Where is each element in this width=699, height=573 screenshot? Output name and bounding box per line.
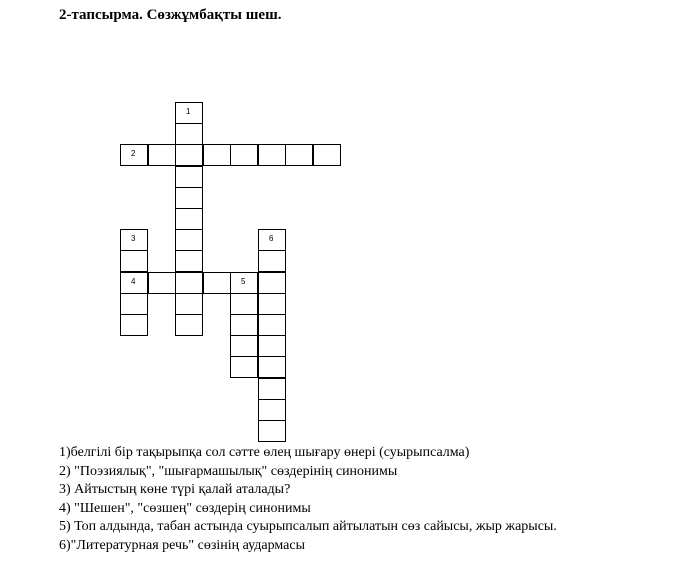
crossword-cell bbox=[258, 335, 286, 357]
crossword-cell bbox=[230, 272, 258, 294]
cell-number-3: 3 bbox=[131, 234, 136, 243]
crossword-cell bbox=[258, 250, 286, 272]
crossword-cell bbox=[175, 123, 203, 145]
crossword-cell bbox=[175, 293, 203, 315]
crossword-cell bbox=[120, 250, 148, 272]
crossword-cell bbox=[148, 272, 176, 294]
clue-3: 3) Айтыстың көне түрі қалай аталады? bbox=[59, 482, 291, 498]
clue-4: 4) "Шешен", "сөзшең" сөздерің синонимы bbox=[59, 500, 311, 516]
crossword-cell bbox=[175, 250, 203, 272]
clue-2: 2) "Поэзиялық", "шығармашылық" сөздерінің синонимы bbox=[59, 463, 398, 479]
crossword-cell bbox=[313, 144, 341, 166]
cell-number-4: 4 bbox=[131, 277, 136, 286]
crossword-cell bbox=[120, 229, 148, 251]
crossword-cell bbox=[120, 314, 148, 336]
crossword-cell bbox=[175, 272, 203, 294]
page-title: 2-тапсырма. Сөзжұмбақты шеш. bbox=[59, 7, 282, 23]
clue-1: 1)белгілі бір тақырыпқа сол сәтте өлең шығару өнері (суырыпсалма) bbox=[59, 445, 470, 460]
crossword-cell bbox=[258, 272, 286, 294]
cell-number-1: 1 bbox=[186, 107, 191, 116]
crossword-cell bbox=[175, 144, 203, 166]
crossword-cell bbox=[258, 229, 286, 251]
crossword-cell bbox=[230, 356, 258, 378]
cell-number-2: 2 bbox=[131, 149, 136, 158]
crossword-cell bbox=[258, 420, 286, 442]
crossword-cell bbox=[258, 293, 286, 315]
crossword-cell bbox=[120, 293, 148, 315]
crossword-cell bbox=[258, 399, 286, 421]
crossword-cell bbox=[175, 166, 203, 188]
crossword-cell bbox=[175, 187, 203, 209]
clue-list bbox=[59, 444, 557, 556]
crossword-cell bbox=[175, 208, 203, 230]
crossword-cell bbox=[203, 272, 231, 294]
crossword-cell bbox=[230, 314, 258, 336]
crossword-cell bbox=[175, 102, 203, 124]
crossword-cell bbox=[285, 144, 313, 166]
crossword-cell bbox=[258, 314, 286, 336]
crossword-cell bbox=[230, 293, 258, 315]
crossword-cell bbox=[148, 144, 176, 166]
crossword-cell bbox=[175, 314, 203, 336]
clue-6: 6)"Литературная речь" сөзінің аудармасы bbox=[59, 537, 305, 553]
crossword-cell bbox=[230, 335, 258, 357]
crossword-cell bbox=[120, 272, 148, 294]
cell-number-6: 6 bbox=[269, 234, 274, 243]
clue-5: 5) Топ алдында, табан астында суырыпсалып айтылатын сөз сайысы, жыр жарысы. bbox=[59, 519, 557, 535]
crossword-cell bbox=[203, 144, 231, 166]
crossword-cell bbox=[175, 229, 203, 251]
crossword-cell bbox=[258, 356, 286, 378]
cell-number-5: 5 bbox=[241, 277, 246, 286]
crossword-cell bbox=[258, 378, 286, 400]
crossword-cell bbox=[120, 144, 148, 166]
crossword-cell bbox=[230, 144, 258, 166]
crossword-cell bbox=[258, 144, 286, 166]
